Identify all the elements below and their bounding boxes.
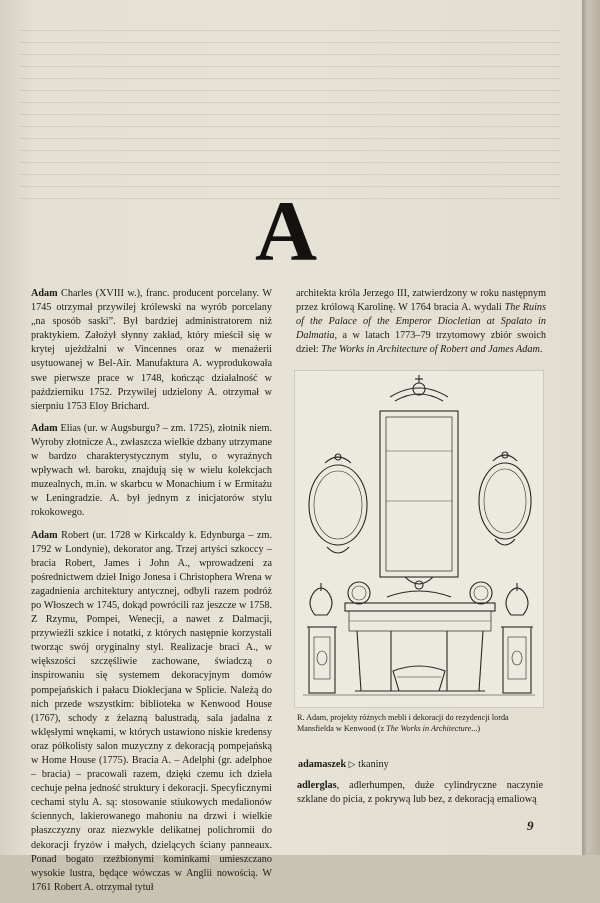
pier-glass-mirror bbox=[380, 375, 458, 589]
page-number: 9 bbox=[527, 818, 534, 833]
cross-reference-target: tkaniny bbox=[358, 759, 389, 770]
entry-adam-elias bbox=[31, 422, 272, 521]
entry-head: adamaszek bbox=[298, 759, 347, 770]
cross-reference-entry bbox=[298, 759, 389, 770]
entry-head: Adam bbox=[31, 529, 58, 541]
see-reference-triangle-icon: ▷ bbox=[348, 760, 356, 770]
section-letter: A bbox=[254, 183, 318, 279]
caption-end: ...) bbox=[471, 724, 481, 733]
engraving-illustration bbox=[294, 370, 544, 708]
right-column bbox=[296, 287, 546, 365]
caption-text: R. Adam, projekty różnych mebli i dekoracji do rezydencji lorda Mansfielda w Kenwood (z bbox=[297, 713, 509, 733]
entry-adam-robert bbox=[31, 529, 272, 895]
bleed-through-texture bbox=[20, 30, 560, 200]
sentence-end: . bbox=[539, 344, 543, 356]
entry-adlerglas bbox=[297, 779, 543, 807]
entry-adam-charles bbox=[31, 287, 272, 414]
entry-text: Charles (XVIII w.), franc. producent porcelany. W 1745 otrzymał przywilej królewski na wyrób porcelany „na sposób saski”. Był bardziej administratorem niż praktykiem. Założył słynny zakład, który mieścił się w krytej ujeżdżalni w Vincennes oraz w menażerii usytuowanej w Bel-Air. Manufaktura A. wyprodukowała swe pierwsze prace w 1748, kończąc działalność w październiku 1752. Przywilej udzielony A. otrzymał w sierpniu 1753 Eloy Brichard. bbox=[31, 288, 272, 412]
entry-adam-robert-continued bbox=[296, 287, 546, 357]
left-column bbox=[31, 287, 272, 903]
left-oval-mirror bbox=[309, 454, 367, 553]
entry-head: Adam bbox=[31, 422, 58, 434]
side-table bbox=[345, 582, 495, 691]
continued-text: , a w latach 1773–79 trzytomowy zbiór swoich dzieł: bbox=[296, 330, 546, 356]
entry-head: Adam bbox=[31, 288, 58, 299]
entry-head: adlerglas bbox=[297, 780, 337, 791]
figure-caption bbox=[297, 712, 547, 734]
wine-cooler bbox=[393, 666, 445, 691]
furniture-engraving bbox=[295, 371, 543, 707]
entry-text: Elias (ur. w Augsburgu? – zm. 1725), złotnik niem. Wyroby złotnicze A., zwłaszcza wielkie dzbany utrzymane w bardzo charakterystycznym stylu, o wyraźnych wpływach wł. baroku, znajdują się w wielu kolekcjach muzealnych, m.in. w skarbcu w Monachium i w Ermitażu w Leningradzie. A. był jednym z inicjatorów stylu rokokowego. bbox=[31, 422, 272, 519]
left-pedestal bbox=[307, 583, 337, 693]
right-pedestal bbox=[501, 583, 533, 693]
book-title-ruins: The Ruins of the Palace of the Emperor Diocletian at Spalato in Dalmatia bbox=[296, 302, 546, 342]
page-edge bbox=[582, 0, 600, 855]
entry-text: , adlerhumpen, duże cylindryczne naczynie szklane do picia, z pokrywą lub bez, z dekoracją emaliową bbox=[297, 780, 543, 806]
entry-text: Robert (ur. 1728 w Kirkcaldy k. Edynburga – zm. 1792 w Londynie), dekorator ang. Trzej artyści szkoccy – bracia Robert, James i John A., wprowadzeni za pośrednictwem dzieł Inigo Jonesa i Christophera Wrena w zagadnienia architektury antycznej, odbyli razem podróż po Włoszech w 1745, dokąd powrócili raz jeszcze w 1758. Z Rzymu, Pompei, Wenecji, a nawet z Dalmacji, przywieźli szkice i notatki, z których następnie korzystali tworząc swój oryginalny styl. Realizacje braci A., w większości szczęśliwie zachowane, świadczą o inspirowaniu się systemem dekoracyjnym domów pompejańskich i pałacu Dioklecjana w Splicie. Należą do nich przede wszystkim: biblioteka w Kenwood House (1767), schody z żelazną balustradą, sala jadalna z wklęsłymi wnękami, w których ustawiono niskie kredensy oraz półkolisty salon muzyczny z dekoracją pompejańską w Home House (1775). Bracia A. – Adelphi (gr. adelphoe – bracia) – pracowali razem, dzięki czemu ich dzieła cechuje pełna jedność struktury i dekoracji. Specyficznymi cechami stylu A. są: stosowanie stiukowych medalionów ściennych, lakierowanego mahoniu na drzwi i wielkie płaszczyzny oraz niezwykle delikatnej polichromii do dekoracji fryzów i małych, dzielących ściany panneaux. Ponad bogato rzeźbionymi kominkami umieszczano wysokie lustra, będące wówczas w Anglii nowością. W 1761 Robert A. otrzymał tytuł bbox=[31, 529, 272, 893]
right-oval-mirror bbox=[479, 452, 531, 545]
caption-book-title: The Works in Architecture bbox=[386, 724, 472, 733]
book-title-works: The Works in Architecture of Robert and James Adam bbox=[321, 344, 540, 356]
continued-text: architekta króla Jerzego III, zatwierdzony w roku następnym przez królową Karolinę. W 1764 bracia A. wydali bbox=[296, 288, 546, 314]
